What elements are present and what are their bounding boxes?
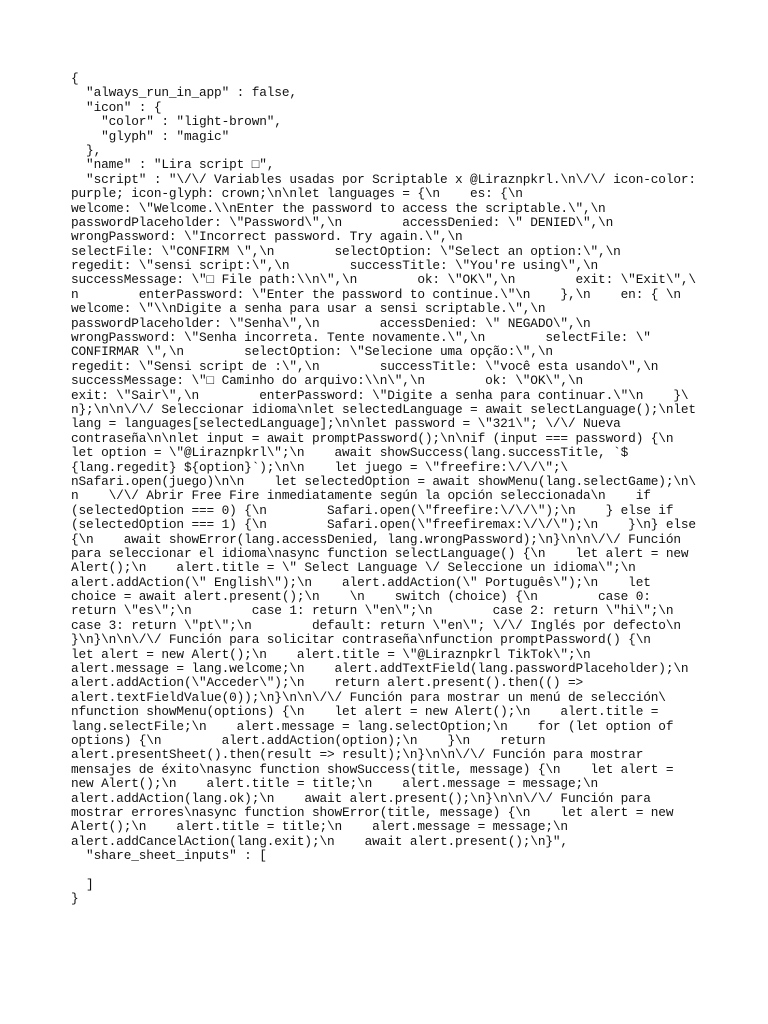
code-line: Alert();\n alert.title = \" Select Language \/ Seleccione un idioma\";\n: [71, 560, 636, 576]
code-line: successMessage: \"□ Caminho do arquivo:\\n\",\n ok: \"OK\",\n: [71, 373, 583, 389]
code-line: case 3: return \"pt\";\n default: return \"en\"; \/\/ Inglés por defecto\n: [71, 617, 681, 633]
code-line: n enterPassword: \"Enter the password to continue.\"\n },\n en: { \n: [71, 286, 681, 302]
code-line: alert.addAction(\" English\");\n alert.addAction(\" Português\");\n let: [71, 574, 651, 590]
code-line: Alert();\n alert.title = title;\n alert.message = message;\n: [71, 819, 568, 835]
code-line: nfunction showMenu(options) {\n let alert = new Alert();\n alert.title =: [71, 704, 659, 720]
code-line: "glyph" : "magic": [71, 128, 230, 144]
code-line: (selectedOption === 0) {\n Safari.open(\"freefire:\/\/\");\n } else if: [71, 502, 674, 518]
code-line: "always_run_in_app" : false,: [71, 85, 297, 101]
code-line: "script" : "\/\/ Variables usadas por Scriptable x @Liraznpkrl.\n\/\/ icon-color:: [71, 171, 696, 187]
code-line: purple; icon-glyph: crown;\n\nlet languages = {\n es: {\n: [71, 186, 523, 202]
code-line: mensajes de éxito\nasync function showSuccess(title, message) {\n let alert =: [71, 761, 674, 777]
code-line: alert.presentSheet().then(result => result);\n}\n\n\/\/ Función para mostrar: [71, 747, 644, 763]
code-line: selectFile: \"CONFIRM \",\n selectOption: \"Select an option:\",\n: [71, 243, 621, 259]
code-line: alert.message = lang.welcome;\n alert.addTextField(lang.passwordPlaceholder);\n: [71, 661, 689, 677]
code-line: mostrar errores\nasync function showError(title, message) {\n let alert = new: [71, 804, 674, 820]
code-line: successMessage: \"□ File path:\\n\",\n ok: \"OK\",\n exit: \"Exit\",\: [71, 272, 696, 288]
code-line: n \/\/ Abrir Free Fire inmediatamente según la opción seleccionada\n if: [71, 488, 651, 504]
code-line: alert.addCancelAction(lang.exit);\n await alert.present();\n}",: [71, 833, 568, 849]
code-line: wrongPassword: \"Incorrect password. Try again.\",\n: [71, 229, 463, 245]
code-line: ]: [71, 876, 94, 892]
code-line: alert.addAction(\"Acceder\");\n return alert.present().then(() =>: [71, 675, 583, 691]
script-json-text: [71, 72, 711, 907]
code-line: let alert = new Alert();\n alert.title = \"@Liraznpkrl TikTok\";\n: [71, 646, 591, 662]
code-line: choice = await alert.present();\n \n switch (choice) {\n case 0:: [71, 589, 651, 605]
code-line: let option = \"@Liraznpkrl\";\n await showSuccess(lang.successTitle, `$: [71, 445, 629, 461]
code-line: contraseña\n\nlet input = await promptPassword();\n\nif (input === password) {\n: [71, 430, 674, 446]
code-line: options) {\n alert.addAction(option);\n }\n return: [71, 732, 546, 748]
code-line: }\n}\n\n\/\/ Función para solicitar contraseña\nfunction promptPassword() {\n: [71, 632, 651, 648]
code-line: {lang.regedit} ${option}`);\n\n let juego = \"freefire:\/\/\";\: [71, 459, 568, 475]
code-line: return \"es\";\n case 1: return \"en\";\n case 2: return \"hi\";\n: [71, 603, 674, 619]
code-line: {\n await showError(lang.accessDenied, lang.wrongPassword);\n}\n\n\/\/ Función: [71, 531, 681, 547]
code-line: {: [71, 71, 79, 86]
code-line: nSafari.open(juego)\n\n let selectedOption = await showMenu(lang.selectGame);\n\: [71, 473, 696, 489]
code-line: exit: \"Sair\",\n enterPassword: \"Digite a senha para continuar.\"\n }\: [71, 387, 689, 403]
code-line: lang.selectFile;\n alert.message = lang.selectOption;\n for (let option of: [71, 718, 674, 734]
code-line: },: [71, 142, 102, 158]
code-line: [71, 863, 711, 877]
code-line: alert.textFieldValue(0));\n}\n\n\/\/ Función para mostrar un menú de selección\: [71, 689, 666, 705]
code-line: new Alert();\n alert.title = title;\n alert.message = message;\n: [71, 776, 599, 792]
code-line: welcome: \"\\nDigite a senha para usar a sensi scriptable.\",\n: [71, 301, 546, 317]
code-line: CONFIRMAR \",\n selectOption: \"Selecione uma opção:\",\n: [71, 344, 553, 360]
code-line: n};\n\n\/\/ Seleccionar idioma\nlet selectedLanguage = await selectLanguage();\nlet: [71, 401, 696, 417]
code-line: "color" : "light-brown",: [71, 114, 282, 130]
code-line: regedit: \"sensi script:\",\n successTitle: \"You're using\",\n: [71, 258, 599, 274]
code-line: passwordPlaceholder: \"Password\",\n accessDenied: \" DENIED\",\n: [71, 214, 614, 230]
code-line: lang = languages[selectedLanguage];\n\nlet password = \"321\"; \/\/ Nueva: [71, 416, 621, 432]
code-line: wrongPassword: \"Senha incorreta. Tente novamente.\",\n selectFile: \": [71, 330, 651, 346]
code-line: "icon" : {: [71, 99, 162, 115]
code-line: alert.addAction(lang.ok);\n await alert.present();\n}\n\n\/\/ Función para: [71, 790, 651, 806]
code-line: regedit: \"Sensi script de :\",\n successTitle: \"você esta usando\",\n: [71, 358, 659, 374]
code-line: (selectedOption === 1) {\n Safari.open(\"freefiremax:\/\/\");\n }\n} else: [71, 517, 696, 533]
code-line: welcome: \"Welcome.\\nEnter the password to access the scriptable.\",\n: [71, 200, 606, 216]
code-line: "name" : "Lira script □",: [71, 157, 275, 173]
code-line: passwordPlaceholder: \"Senha\",\n accessDenied: \" NEGADO\",\n: [71, 315, 591, 331]
code-line: }: [71, 891, 79, 907]
code-line: para seleccionar el idioma\nasync function selectLanguage() {\n let alert = new: [71, 545, 689, 561]
code-line: "share_sheet_inputs" : [: [71, 848, 267, 864]
